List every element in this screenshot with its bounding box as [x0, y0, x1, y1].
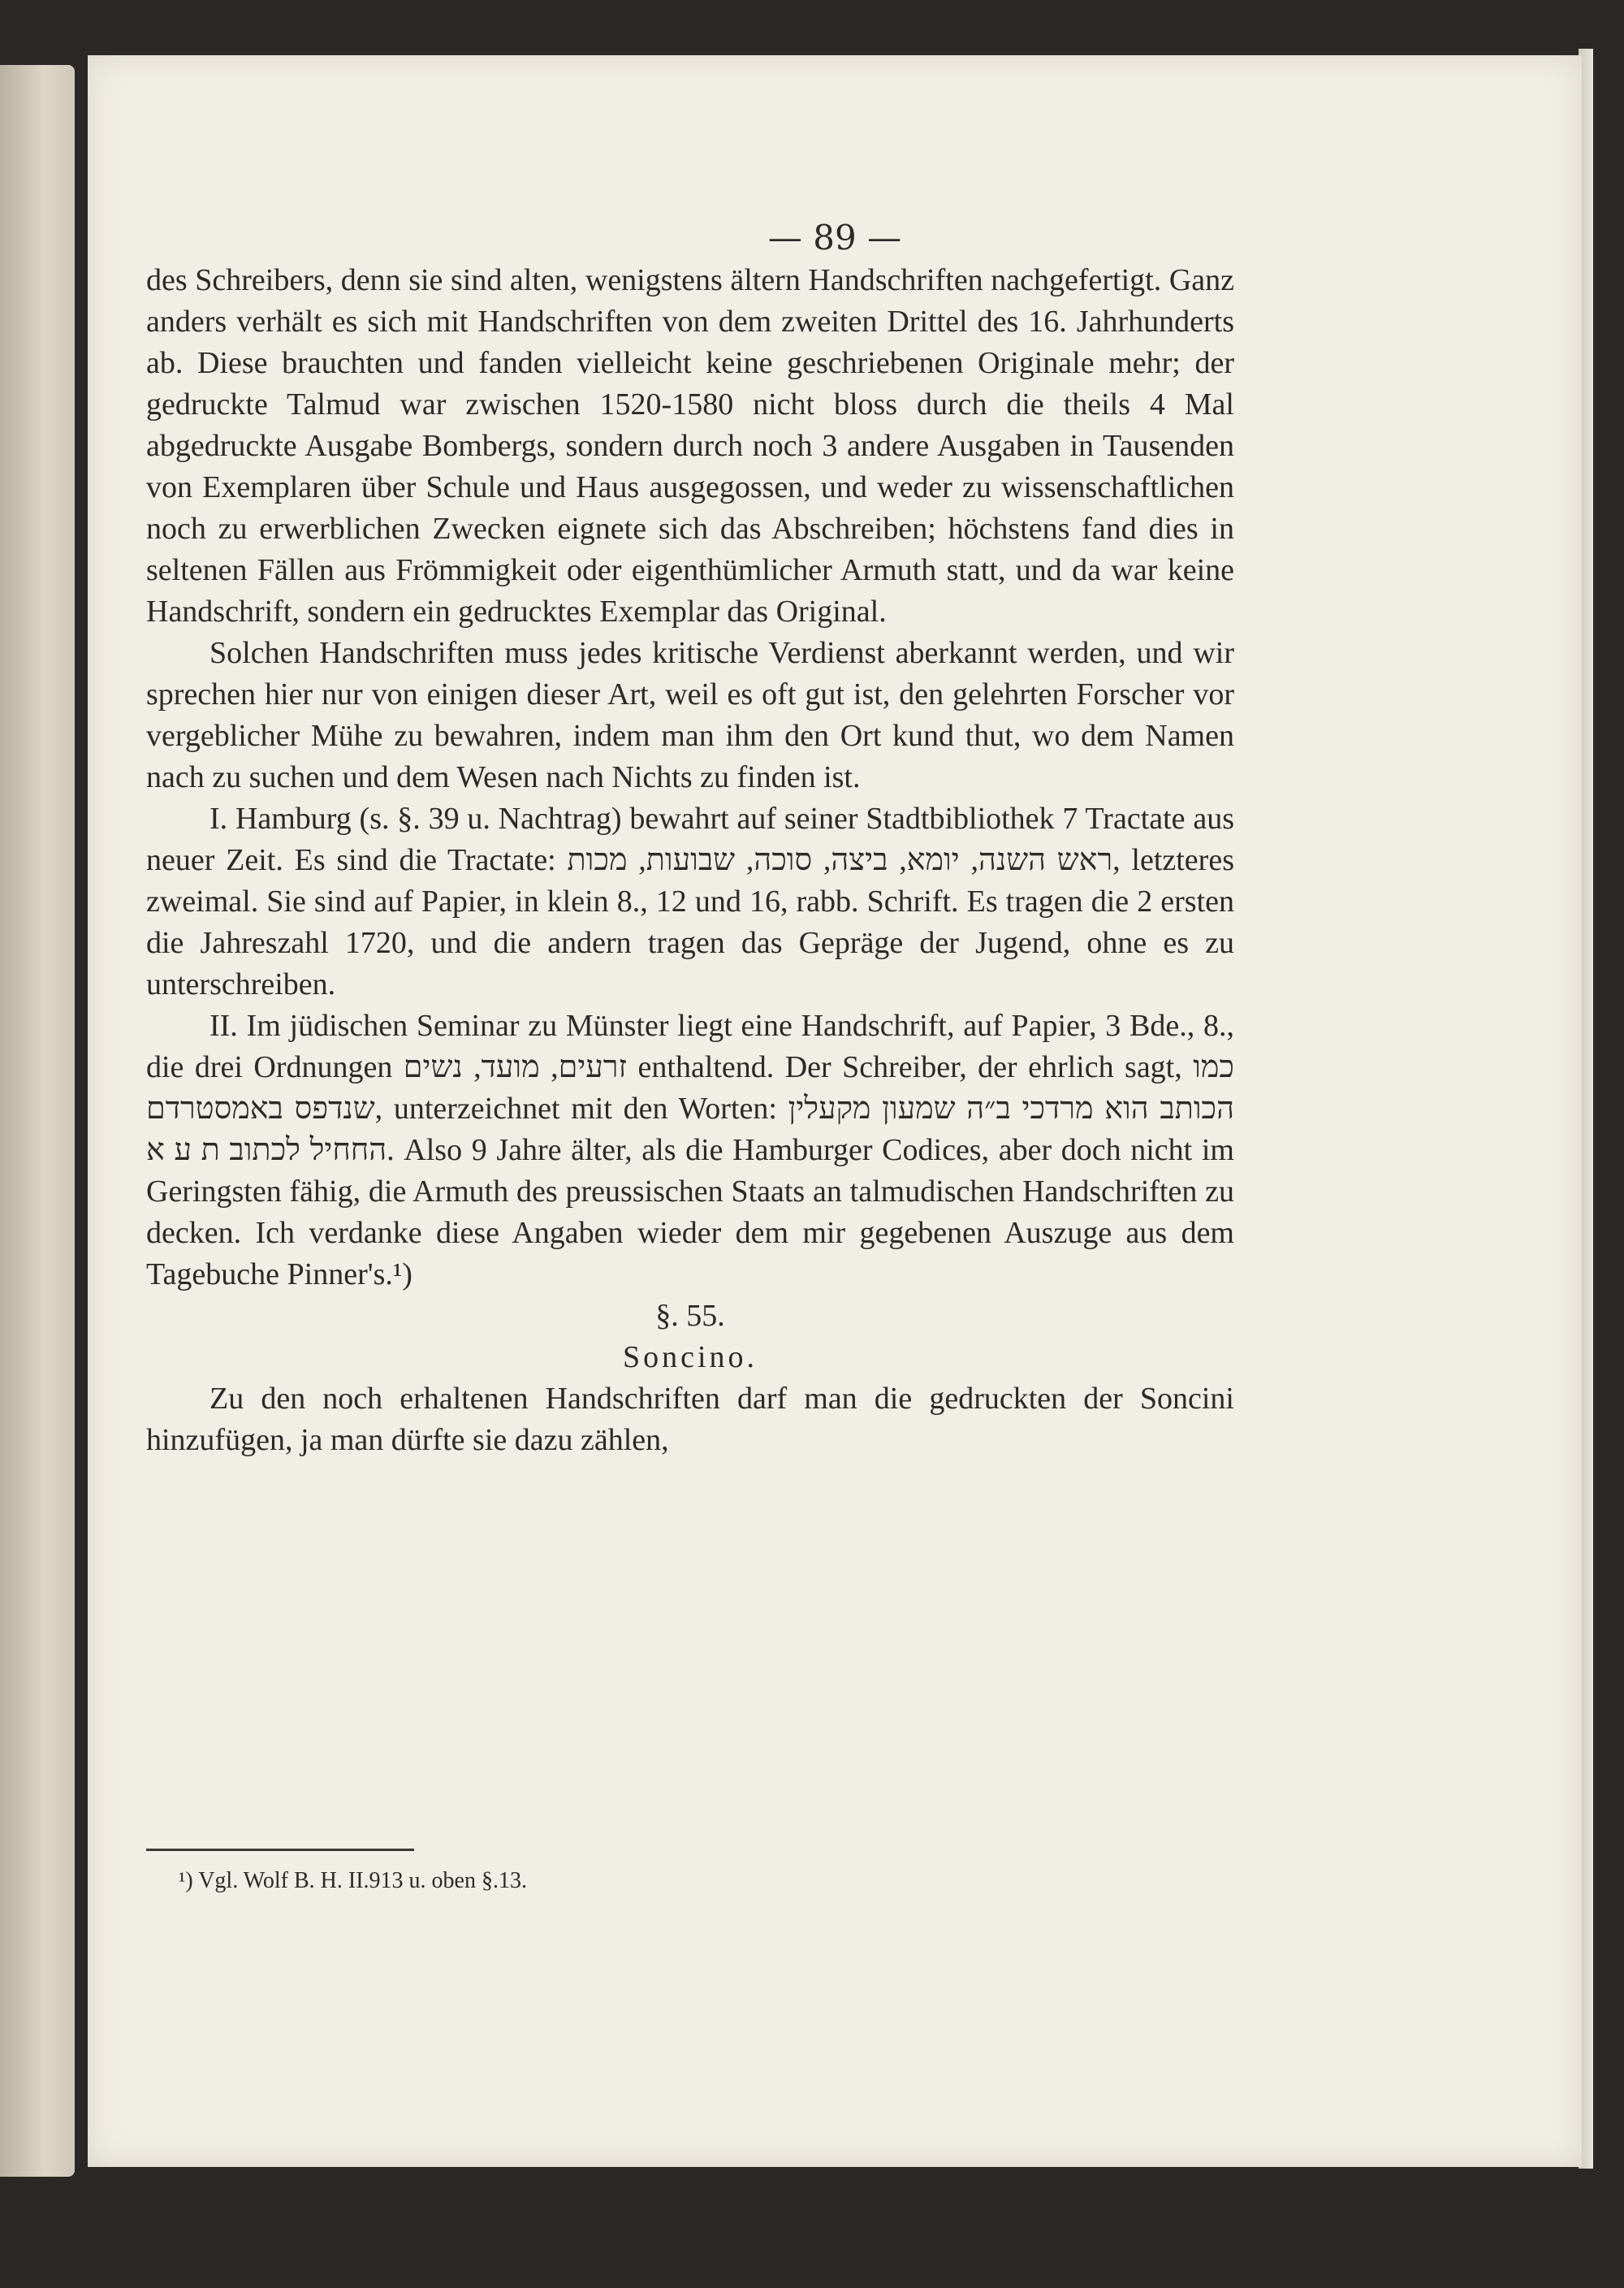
- footnote: ¹) Vgl. Wolf B. H. II.913 u. oben §.13.: [179, 1868, 527, 1893]
- page-number-header: — 89 —: [767, 218, 902, 257]
- section-title: Soncino.: [622, 1340, 758, 1374]
- body-text: [146, 260, 1234, 1461]
- paragraph-5: Zu den noch erhaltenen Handschriften darf man die gedruckten der Soncini hinzufügen, ja man dürfte sie dazu zählen,: [146, 1382, 1234, 1457]
- footnote-rule: [146, 1849, 414, 1851]
- facing-page-edge: [0, 65, 75, 2177]
- section-number: §. 55.: [655, 1299, 725, 1333]
- paragraph-2: Solchen Handschriften muss jedes kritische Verdienst aberkannt werden, und wir sprechen hier nur von einigen dieser Art, weil es oft gut ist, den gelehrten Forscher vor vergeblicher Mühe zu bewahren, indem man ihm den Ort kund thut, wo dem Namen nach zu suchen und dem Wesen nach Nichts zu finden ist.: [146, 636, 1234, 794]
- paragraph-4: II. Im jüdischen Seminar zu Münster liegt eine Handschrift, auf Papier, 3 Bde., 8., die drei Ordnungen זרעים, מועד, נשים enthaltend. Der Schreiber, der ehrlich sagt, כמו שנדפס באמסטרדם, unterzeichnet mit den Worten: הכותב הוא מרדכי ב״ה שמעון מקעלין החחיל לכתוב ת ע א. Also 9 Jahre älter, als die Hamburger Codices, aber doch nicht im Geringsten fähig, die Armuth des preussischen Staats an talmudischen Handschriften zu decken. Ich verdanke diese Angaben wieder dem mir gegebenen Auszuge aus dem Tagebuche Pinner's.¹): [146, 1009, 1235, 1291]
- paragraph-3: I. Hamburg (s. §. 39 u. Nachtrag) bewahrt auf seiner Stadtbibliothek 7 Tractate aus neuer Zeit. Es sind die Tractate: ראש השנה, יומא, ביצה, סוכה, שבועות, מכות, letzteres zweimal. Sie sind auf Papier, in klein 8., 12 und 16, rabb. Schrift. Es tragen die 2 ersten die Jahreszahl 1720, und die andern tragen das Gepräge der Jugend, ohne es zu unterschreiben.: [146, 802, 1234, 1001]
- paragraph-1: des Schreibers, denn sie sind alten, wenigstens ältern Handschriften nachgefertigt. Ganz anders verhält es sich mit Handschriften von dem zweiten Drittel des 16. Jahrhunderts ab. Diese brauchten und fanden vielleicht keine geschriebenen Originale mehr; der gedruckte Talmud war zwischen 1520-1580 nicht bloss durch die theils 4 Mal abgedruckte Ausgabe Bombergs, sondern durch noch 3 andere Ausgaben in Tausenden von Exemplaren über Schule und Haus ausgegossen, und weder zu wissenschaftlichen noch zu erwerblichen Zwecken eignete sich das Abschreiben; höchstens fand dies in seltenen Fällen aus Frömmigkeit oder eigenthümlicher Armuth statt, und da war keine Handschrift, sondern ein gedrucktes Exemplar das Original.: [146, 263, 1234, 629]
